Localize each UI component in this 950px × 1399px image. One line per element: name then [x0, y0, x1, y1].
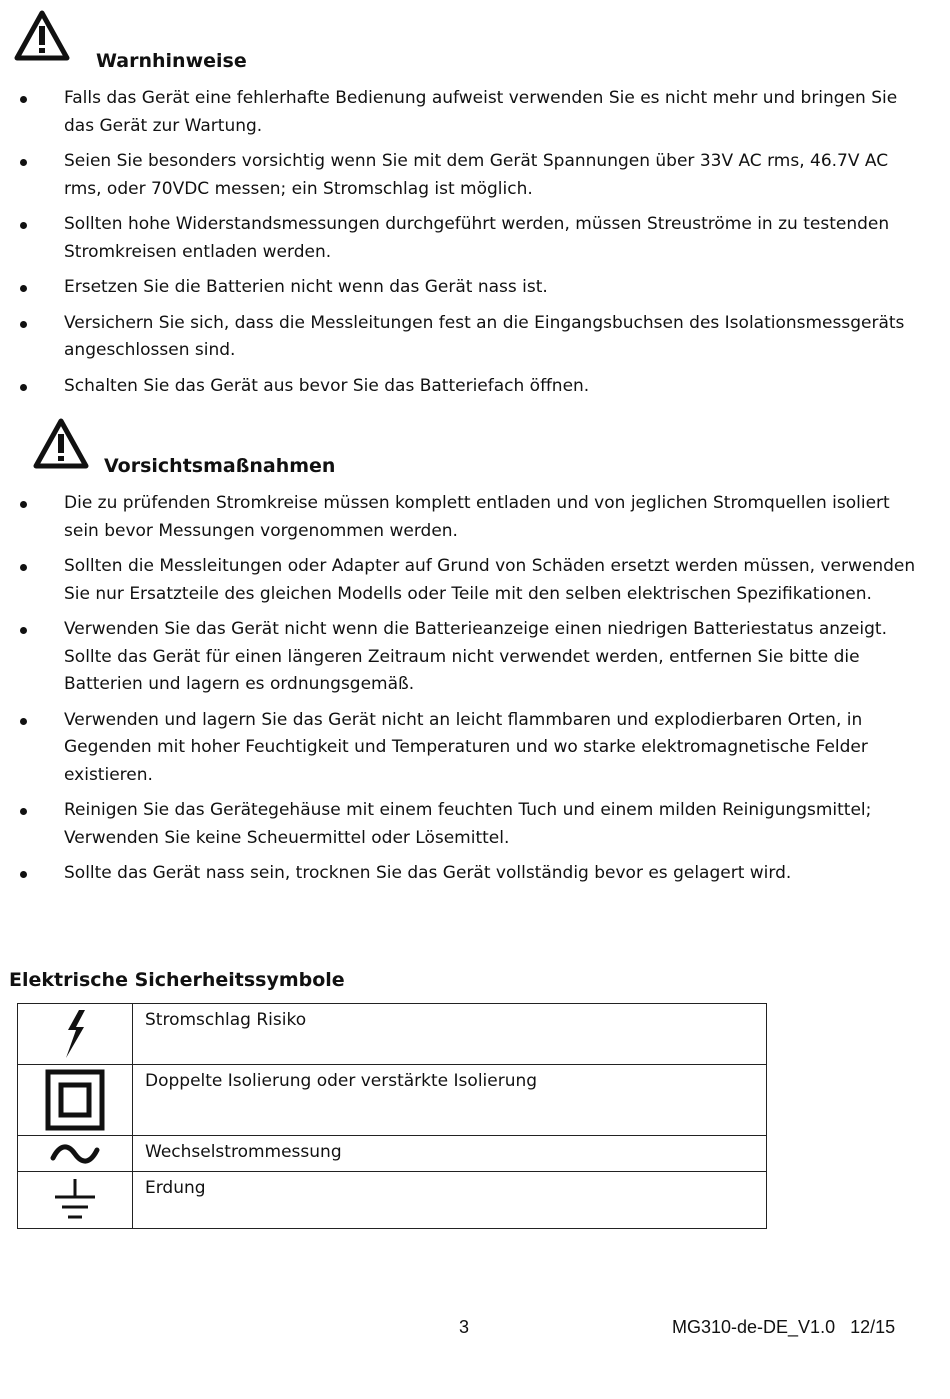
ac-wave-icon	[50, 1143, 100, 1165]
double-insulation-icon	[45, 1069, 105, 1131]
lightning-bolt-icon	[60, 1008, 90, 1060]
bullet-dot	[20, 627, 27, 634]
table-row	[18, 1136, 767, 1172]
warning-triangle-icon	[14, 10, 70, 62]
symbol-label: Wechselstrommessung	[133, 1136, 767, 1172]
ground-icon	[53, 1177, 97, 1223]
list-item: Sollte das Gerät nass sein, trocknen Sie das Gerät vollständig bevor es gelagert wird.	[0, 860, 919, 888]
page-number: 3	[459, 1317, 470, 1337]
bullet-dot	[20, 384, 27, 391]
list-item: Verwenden Sie das Gerät nicht wenn die Batterieanzeige einen niedrigen Batteriestatus anzeigt. Sollte das Gerät für einen längeren Zeitraum nicht verwendet werden, entfernen Sie bitte die Batterien und lagern es ordnungsgemäß.	[0, 616, 919, 699]
precautions-heading: Vorsichtsmaßnahmen	[104, 455, 336, 477]
bullet-dot	[20, 871, 27, 878]
list-item: Versichern Sie sich, dass die Messleitungen fest an die Eingangsbuchsen des Isolationsmessgeräts angeschlossen sind.	[0, 310, 919, 365]
symbol-cell	[18, 1136, 133, 1172]
precautions-list	[0, 490, 930, 896]
symbol-label: Stromschlag Risiko	[133, 1004, 767, 1065]
bullet-dot	[20, 96, 27, 103]
table-row	[18, 1004, 767, 1065]
bullet-dot	[20, 159, 27, 166]
list-item: Sollten hohe Widerstandsmessungen durchgeführt werden, müssen Streuströme in zu testenden Stromkreisen entladen werden.	[0, 211, 919, 266]
warning-triangle-icon	[33, 418, 89, 470]
symbol-cell	[18, 1004, 133, 1065]
bullet-dot	[20, 718, 27, 725]
symbol-cell	[18, 1172, 133, 1229]
symbols-heading: Elektrische Sicherheitssymbole	[9, 969, 345, 991]
list-item: Verwenden und lagern Sie das Gerät nicht an leicht flammbaren und explodierbaren Orten, in Gegenden mit hoher Feuchtigkeit und Temperaturen und wo starke elektromagnetische Felder existieren.	[0, 707, 919, 790]
symbols-table	[17, 1003, 767, 1229]
bullet-dot	[20, 321, 27, 328]
bullet-dot	[20, 564, 27, 571]
table-row	[18, 1172, 767, 1229]
symbol-label: Erdung	[133, 1172, 767, 1229]
table-row	[18, 1065, 767, 1136]
bullet-dot	[20, 501, 27, 508]
bullet-dot	[20, 285, 27, 292]
warnings-list	[0, 85, 930, 408]
symbol-label: Doppelte Isolierung oder verstärkte Isolierung	[133, 1065, 767, 1136]
list-item: Falls das Gerät eine fehlerhafte Bedienung aufweist verwenden Sie es nicht mehr und bringen Sie das Gerät zur Wartung.	[0, 85, 919, 140]
symbol-cell	[18, 1065, 133, 1136]
list-item: Die zu prüfenden Stromkreise müssen komplett entladen und von jeglichen Stromquellen isoliert sein bevor Messungen vorgenommen werden.	[0, 490, 919, 545]
document-id: MG310-de-DE_V1.0 12/15	[672, 1317, 896, 1337]
list-item: Schalten Sie das Gerät aus bevor Sie das Batteriefach öffnen.	[0, 373, 919, 401]
list-item: Seien Sie besonders vorsichtig wenn Sie mit dem Gerät Spannungen über 33V AC rms, 46.7V AC rms, oder 70VDC messen; ein Stromschlag ist möglich.	[0, 148, 919, 203]
bullet-dot	[20, 222, 27, 229]
list-item: Reinigen Sie das Gerätegehäuse mit einem feuchten Tuch und einem milden Reinigungsmittel; Verwenden Sie keine Scheuermittel oder Lösemittel.	[0, 797, 919, 852]
list-item: Sollten die Messleitungen oder Adapter auf Grund von Schäden ersetzt werden müssen, verwenden Sie nur Ersatzteile des gleichen Modells oder Teile mit den selben elektrischen Spezifikationen.	[0, 553, 919, 608]
bullet-dot	[20, 808, 27, 815]
warnings-heading: Warnhinweise	[96, 50, 247, 72]
list-item: Ersetzen Sie die Batterien nicht wenn das Gerät nass ist.	[0, 274, 919, 302]
